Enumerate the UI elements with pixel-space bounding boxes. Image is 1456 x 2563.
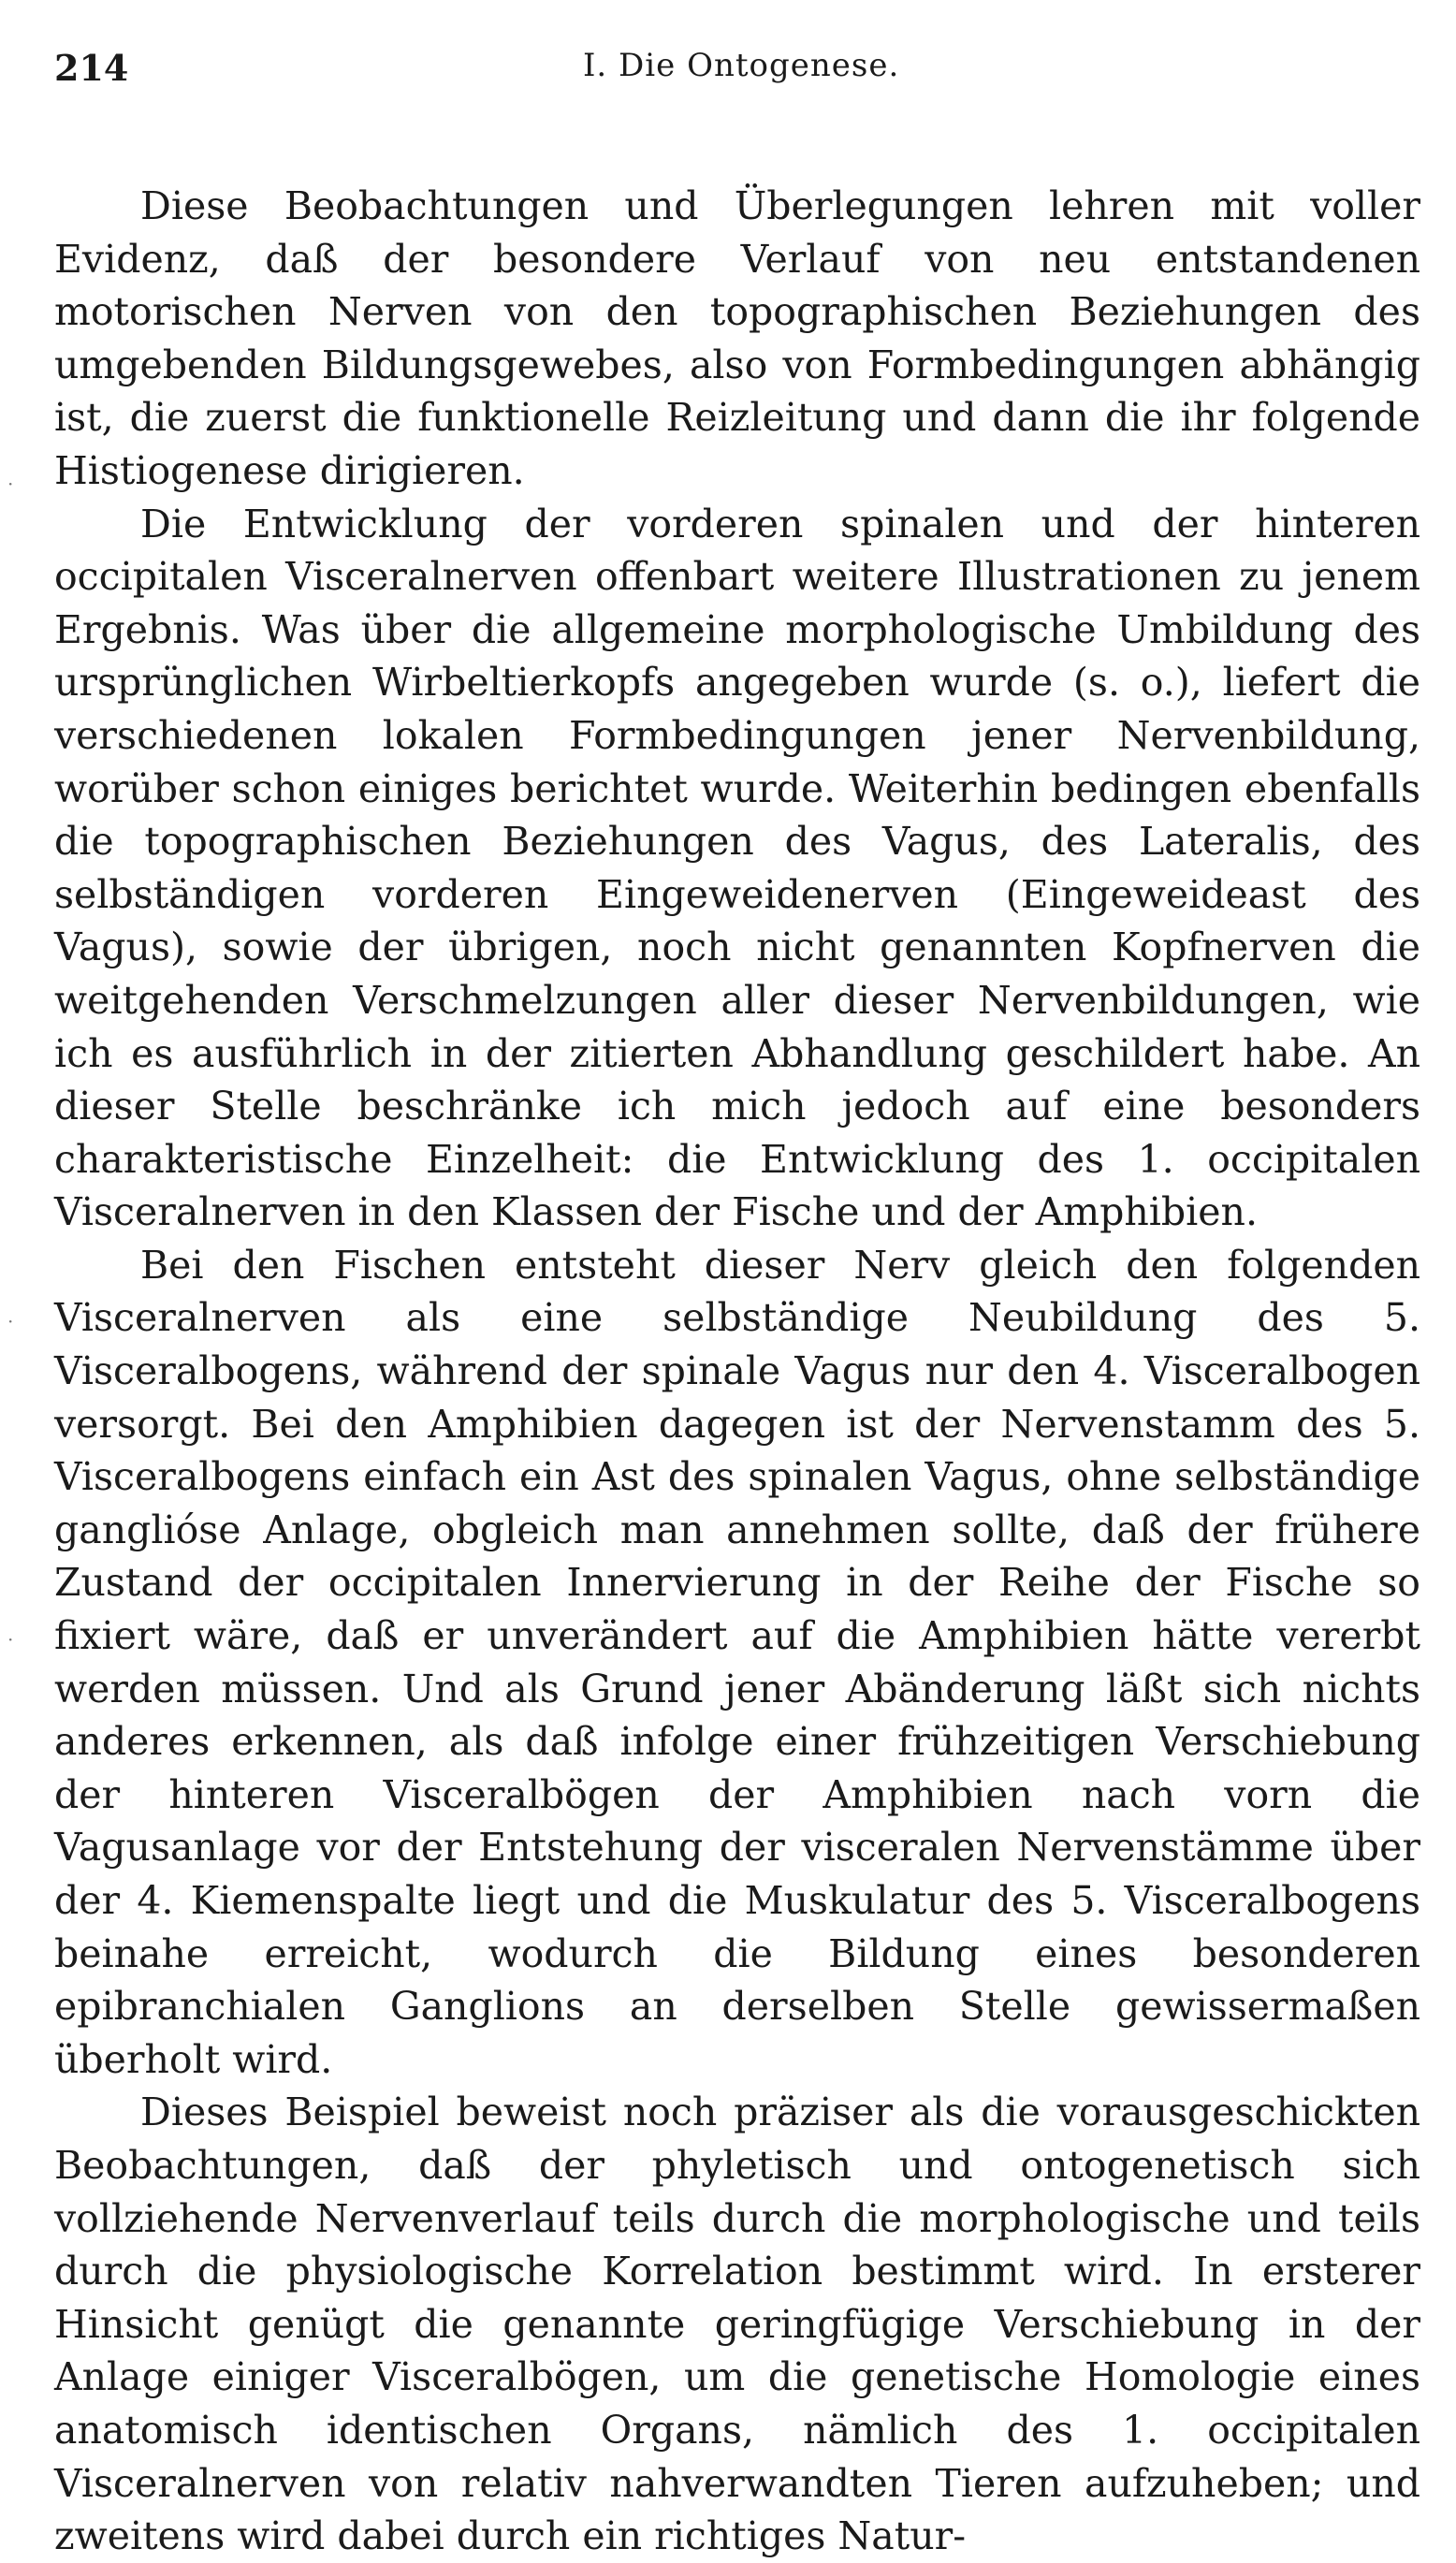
margin-speck: · xyxy=(7,1310,14,1332)
book-page xyxy=(54,47,1420,2563)
paragraph-2: Die Entwicklung der vorderen spinalen und der hinteren occipitalen Visceralnerven offenbart weitere Illustrationen zu jenem Ergebnis. Was über die allgemeine morphologische Umbildung des ursprünglichen Wirbeltierkopfs angegeben wurde (s. o.), liefert die verschiedenen lokalen Formbedingungen jener Nervenbildung, worüber schon einiges berichtet wurde. Weiterhin bedingen ebenfalls die topographischen Beziehungen des Vagus, des Lateralis, des selbständigen vorderen Eingeweidenerven (Eingeweideast des Vagus), sowie der übrigen, noch nicht genannten Kopfnerven die weitgehenden Verschmelzungen aller dieser Nervenbildungen, wie ich es ausführlich in der zitierten Abhandlung geschildert habe. An dieser Stelle beschränke ich mich jedoch auf eine besonders charakteristische Einzelheit: die Entwicklung des 1. occipitalen Visceralnerven in den Klassen der Fische und der Amphibien. xyxy=(54,501,1420,1235)
body-text xyxy=(54,180,1420,2563)
margin-speck: · xyxy=(7,1628,14,1651)
running-head xyxy=(54,47,1420,112)
paragraph-3: Bei den Fischen entsteht dieser Nerv gleich den folgenden Visceralnerven als eine selbständige Neubildung des 5. Visceralbogens, während der spinale Vagus nur den 4. Visceralbogen versorgt. Bei den Amphibien dagegen ist der Nervenstamm des 5. Visceralbogens einfach ein Ast des spinalen Vagus, ohne selbständige ganglióse Anlage, obgleich man annehmen sollte, daß der frühere Zustand der occipitalen Innervierung in der Reihe der Fische so fixiert wäre, daß er unverändert auf die Amphibien hätte vererbt werden müssen. Und als Grund jener Abänderung läßt sich nichts anderes erkennen, als daß infolge einer frühzeitigen Verschiebung der hinteren Visceralbögen der Amphibien nach vorn die Vagusanlage vor der Entstehung der visceralen Nervenstämme über der 4. Kiemenspalte liegt und die Muskulatur des 5. Visceralbogens beinahe erreicht, wodurch die Bildung eines besonderen epibranchialen Ganglions an derselben Stelle gewissermaßen überholt wird. xyxy=(54,1242,1420,2082)
margin-speck: · xyxy=(7,473,14,495)
page-number: 214 xyxy=(54,47,129,89)
chapter-header: I. Die Ontogenese. xyxy=(583,47,900,84)
paragraph-1: Diese Beobachtungen und Überlegungen lehren mit voller Evidenz, daß der besondere Verlauf von neu entstandenen motorischen Nerven von den topographischen Beziehungen des umgebenden Bildungsgewebes, also von Formbedingungen abhängig ist, die zuerst die funktionelle Reizleitung und dann die ihr folgende Histiogenese dirigieren. xyxy=(54,183,1420,493)
paragraph-4: Dieses Beispiel beweist noch präziser als die vorausgeschickten Beobachtungen, daß der phyletisch und ontogenetisch sich vollziehende Nervenverlauf teils durch die morphologische und teils durch die physiologische Korrelation bestimmt wird. In ersterer Hinsicht genügt die genannte geringfügige Verschiebung in der Anlage einiger Visceralbögen, um die genetische Homologie eines anatomisch identischen Organs, nämlich des 1. occipitalen Visceralnerven von relativ nahverwandten Tieren aufzuheben; und zweitens wird dabei durch ein richtiges Natur- xyxy=(54,2090,1420,2559)
